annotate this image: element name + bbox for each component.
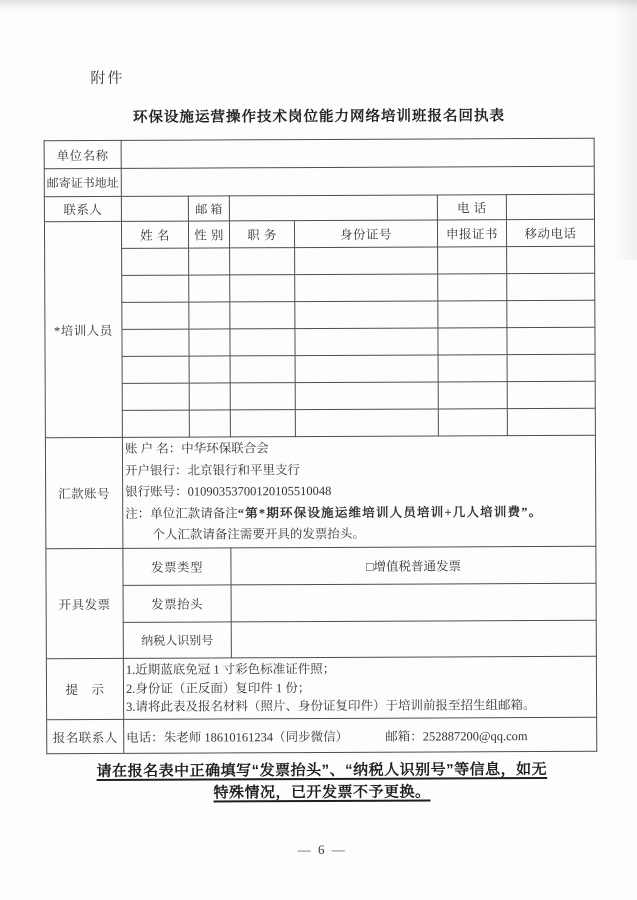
column-header-id-number: 身份证号 [294, 220, 437, 248]
registration-contact-details [124, 717, 597, 753]
trainee-name-cell [122, 329, 189, 356]
trainee-mobile-cell [507, 381, 595, 408]
tip-item-1: 1.近期蓝底免冠 1 寸彩色标准证件照； [125, 662, 336, 678]
trainee-certificate-cell [438, 355, 507, 382]
trainee-certificate-cell [438, 247, 507, 274]
trainee-header-row [44, 219, 594, 248]
invoice-type-row [46, 546, 596, 585]
taxpayer-id-field [231, 620, 596, 658]
trainee-position-cell [230, 383, 295, 410]
unit-name-row [44, 138, 594, 168]
trainee-name-cell [122, 356, 189, 383]
trainee-position-cell [230, 329, 295, 356]
registration-form-table [44, 138, 598, 754]
page-number: — 6 — [297, 841, 347, 858]
trainees-label: *培训人员 [44, 221, 122, 437]
registration-contact-row [47, 717, 597, 753]
trainee-row [45, 354, 595, 383]
unit-name-label: 单位名称 [44, 140, 121, 168]
tips-row [46, 656, 596, 719]
invoice-title-label: 发票抬头 [123, 585, 231, 622]
trainee-id-cell [295, 247, 438, 275]
trainee-gender-cell [189, 410, 230, 437]
trainee-name-cell [122, 410, 189, 437]
page-title: 环保设施运营操作技术岗位能力网络培训班报名回执表 [132, 108, 506, 126]
trainee-name-cell [122, 248, 189, 275]
trainee-position-cell [230, 302, 295, 329]
trainee-gender-cell [189, 275, 230, 302]
mailing-address-field [121, 166, 594, 196]
trainee-certificate-cell [438, 274, 507, 301]
remittance-label: 汇款账号 [45, 437, 122, 548]
trainee-gender-cell [189, 302, 230, 329]
trainee-row [45, 408, 595, 437]
trainee-id-cell [295, 328, 438, 356]
column-header-certificate: 申报证书 [437, 220, 506, 247]
trainee-row [45, 327, 595, 356]
trainee-gender-cell [189, 248, 230, 275]
trainee-row [45, 246, 595, 275]
footer-note-line2: 特殊情况，已开发票不予更换。 [213, 783, 431, 802]
remittance-note-prefix: 注：单位汇款请备注 [125, 506, 238, 521]
tip-item-2: 2.身份证（正反面）复印件 1 份； [125, 680, 311, 696]
trainee-gender-cell [189, 329, 230, 356]
trainee-certificate-cell [438, 382, 507, 409]
attachment-label: 附件 [90, 70, 125, 87]
tip-item-3: 3.请将此表及报名材料（照片、身份证复印件）于培训前报至招生组邮箱。 [126, 698, 536, 715]
column-header-position: 职 务 [229, 221, 294, 248]
taxpayer-id-label: 纳税人识别号 [123, 622, 231, 658]
unit-name-field [121, 138, 594, 168]
account-number-line: 银行账号：01090353700120105510048 [125, 484, 332, 500]
trainee-mobile-cell [507, 300, 595, 327]
invoice-type-label: 发票类型 [123, 548, 231, 585]
trainee-gender-cell [189, 356, 230, 383]
bank-line: 开户银行：北京银行和平里支行 [125, 462, 301, 478]
trainee-id-cell [295, 274, 438, 302]
invoice-type-value [231, 546, 596, 585]
contact-person-row [44, 194, 594, 221]
footer-note-line1: 请在报名表中正确填写“发票抬头”、“纳税人识别号”等信息，如无 [96, 761, 548, 780]
column-header-mobile: 移动电话 [506, 219, 594, 246]
trainee-certificate-cell [438, 409, 507, 436]
remittance-note-line1 [125, 502, 593, 526]
invoice-title-field [231, 583, 596, 622]
trainee-certificate-cell [438, 301, 507, 328]
email-field [229, 195, 437, 221]
remittance-note-line2: 个人汇款请备注需要开具的发票抬头。 [152, 527, 365, 542]
trainee-position-cell [230, 356, 295, 383]
remittance-row [45, 435, 596, 548]
phone-label: 电 话 [437, 195, 506, 220]
tips-content [123, 656, 596, 719]
phone-field [506, 194, 594, 219]
remittance-details [122, 435, 596, 548]
trainee-position-cell [230, 275, 295, 302]
vat-invoice-checkbox-icon: □ [365, 559, 374, 574]
trainee-mobile-cell [507, 246, 595, 273]
trainee-row [45, 300, 595, 329]
trainee-mobile-cell [507, 273, 595, 300]
mailing-address-label: 邮寄证书地址 [44, 168, 121, 196]
contact-person-label: 联系人 [44, 196, 121, 221]
vat-invoice-option-label: 增值税普通发票 [373, 559, 462, 574]
email-label: 邮 箱 [188, 196, 229, 221]
trainee-name-cell [122, 302, 189, 329]
registration-contact-email: 邮箱：252887200@qq.com [385, 728, 528, 744]
registration-contact-label: 报名联系人 [47, 719, 124, 753]
contact-person-field [121, 196, 188, 221]
trainee-position-cell [230, 248, 295, 275]
trainee-gender-cell [189, 383, 230, 410]
trainee-id-cell [295, 409, 438, 437]
registration-contact-phone: 电话：朱老师 18610161234（同步微信） [126, 729, 349, 745]
trainee-row [45, 273, 595, 302]
trainee-certificate-cell [438, 328, 507, 355]
account-name-line: 账 户 名：中华环保联合会 [124, 441, 269, 457]
trainee-id-cell [295, 382, 438, 410]
remittance-note-emphasis: “第*期环保设施运维培训人员培训+几人培训费”。 [237, 504, 543, 521]
trainee-name-cell [122, 275, 189, 302]
trainee-id-cell [295, 355, 438, 383]
tips-label: 提 示 [46, 658, 123, 719]
column-header-name: 姓 名 [121, 221, 188, 248]
invoice-title-row [46, 583, 596, 622]
column-header-gender: 性 别 [188, 221, 229, 248]
trainee-name-cell [122, 383, 189, 410]
trainee-position-cell [230, 410, 295, 437]
trainee-mobile-cell [507, 327, 595, 354]
trainee-row [45, 381, 595, 410]
footer-note [3, 759, 637, 806]
mailing-address-row [44, 166, 594, 196]
trainee-mobile-cell [507, 354, 595, 381]
trainee-mobile-cell [507, 408, 595, 435]
taxpayer-id-row [46, 620, 596, 658]
invoice-section-label: 开具发票 [46, 548, 123, 658]
trainee-id-cell [295, 301, 438, 329]
